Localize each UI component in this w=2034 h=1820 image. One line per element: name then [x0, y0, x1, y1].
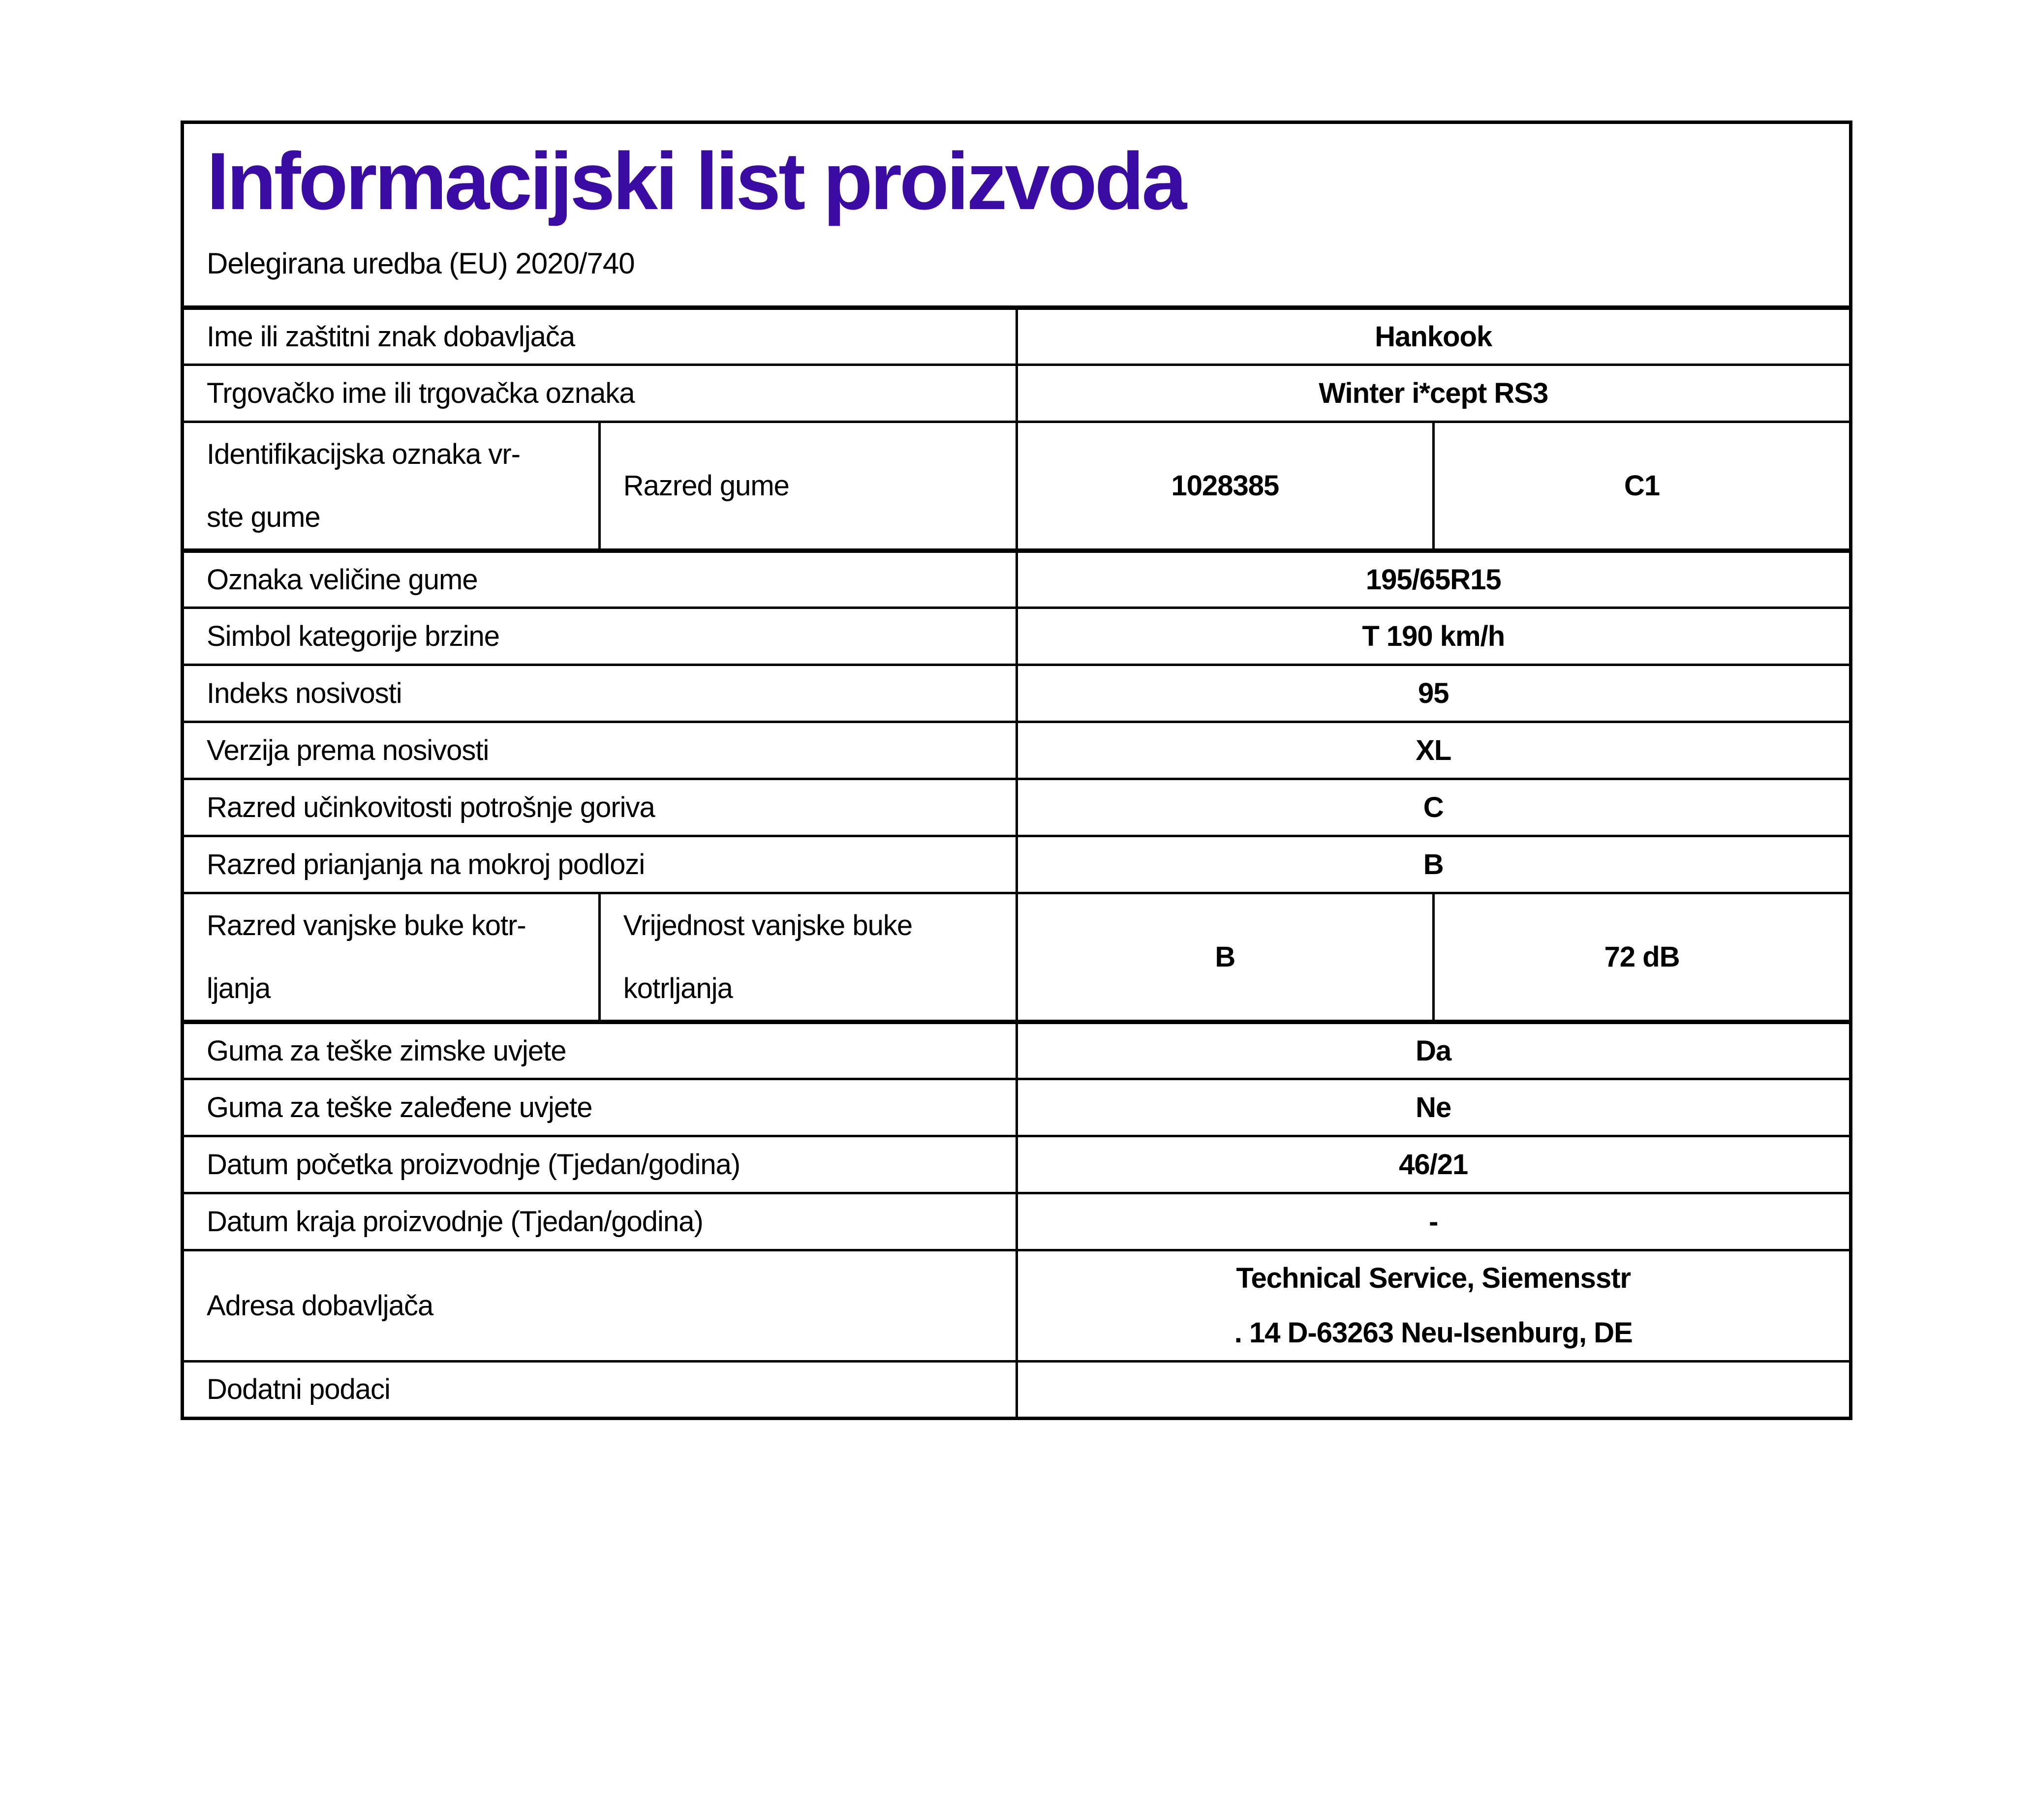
noise-class-label-line2: ljanja	[207, 972, 271, 1004]
table-row-load-version	[183, 722, 1851, 779]
prod-start-value: 46/21	[1017, 1136, 1851, 1193]
noise-value-label-line2: kotrljanja	[623, 972, 733, 1004]
address-value-line1: Technical Service, Siemensstr	[1236, 1262, 1631, 1295]
additional-label: Dodatni podaci	[183, 1361, 1017, 1418]
snow-value: Da	[1017, 1022, 1851, 1079]
snow-label: Guma za teške zimske uvjete	[183, 1022, 1017, 1079]
header-cell	[183, 122, 1851, 308]
load-version-value: XL	[1017, 722, 1851, 779]
address-value	[1017, 1250, 1851, 1361]
table-row-supplier	[183, 308, 1851, 365]
page-subtitle: Delegirana uredba (EU) 2020/740	[207, 247, 635, 280]
prod-end-value: -	[1017, 1193, 1851, 1250]
fuel-value: C	[1017, 779, 1851, 836]
table-row-prod-start	[183, 1136, 1851, 1193]
tyre-class-label: Razred gume	[599, 422, 1017, 551]
speed-value: T 190 km/h	[1017, 608, 1851, 665]
size-value: 195/65R15	[1017, 551, 1851, 608]
fuel-label: Razred učinkovitosti potrošnje goriva	[183, 779, 1017, 836]
table-row-fuel	[183, 779, 1851, 836]
noise-class-value: B	[1017, 893, 1434, 1022]
table-row-wet-grip	[183, 836, 1851, 893]
type-id-value: 1028385	[1017, 422, 1434, 551]
supplier-label: Ime ili zaštitni znak dobavljača	[183, 308, 1017, 365]
table-row-speed	[183, 608, 1851, 665]
noise-value-label	[599, 893, 1017, 1022]
table-row-prod-end	[183, 1193, 1851, 1250]
table-row-trade-name	[183, 365, 1851, 422]
load-index-label: Indeks nosivosti	[183, 665, 1017, 722]
load-version-label: Verzija prema nosivosti	[183, 722, 1017, 779]
size-label: Oznaka veličine gume	[183, 551, 1017, 608]
page-title: Informacijski list proizvoda	[207, 136, 1185, 226]
table-row-size	[183, 551, 1851, 608]
table-row-snow	[183, 1022, 1851, 1079]
type-id-label-line2: ste gume	[207, 501, 320, 533]
additional-value	[1017, 1361, 1851, 1418]
noise-value-label-line1: Vrijednost vanjske buke	[623, 910, 913, 942]
wet-grip-value: B	[1017, 836, 1851, 893]
prod-start-label: Datum početka proizvodnje (Tjedan/godina)	[183, 1136, 1017, 1193]
ice-label: Guma za teške zaleđene uvjete	[183, 1079, 1017, 1136]
supplier-value: Hankook	[1017, 308, 1851, 365]
load-index-value: 95	[1017, 665, 1851, 722]
speed-label: Simbol kategorije brzine	[183, 608, 1017, 665]
noise-class-label-line1: Razred vanjske buke kotr-	[207, 910, 526, 942]
document-sheet	[181, 121, 1852, 1420]
trade-name-value: Winter i*cept RS3	[1017, 365, 1851, 422]
table-row-load-index	[183, 665, 1851, 722]
table-row-type-id	[183, 422, 1851, 551]
table-row-header	[183, 122, 1851, 308]
address-label: Adresa dobavljača	[183, 1250, 1017, 1361]
table-row-ice	[183, 1079, 1851, 1136]
wet-grip-label: Razred prianjanja na mokroj podlozi	[183, 836, 1017, 893]
type-id-label	[183, 422, 600, 551]
ice-value: Ne	[1017, 1079, 1851, 1136]
product-info-table	[181, 121, 1852, 1420]
noise-db-value: 72 dB	[1434, 893, 1851, 1022]
table-row-additional	[183, 1361, 1851, 1418]
address-value-line2: . 14 D-63263 Neu-Isenburg, DE	[1234, 1316, 1633, 1349]
table-row-noise	[183, 893, 1851, 1022]
type-id-label-line1: Identifikacijska oznaka vr-	[207, 438, 521, 470]
tyre-class-value: C1	[1434, 422, 1851, 551]
table-row-address	[183, 1250, 1851, 1361]
noise-class-label	[183, 893, 600, 1022]
prod-end-label: Datum kraja proizvodnje (Tjedan/godina)	[183, 1193, 1017, 1250]
trade-name-label: Trgovačko ime ili trgovačka oznaka	[183, 365, 1017, 422]
